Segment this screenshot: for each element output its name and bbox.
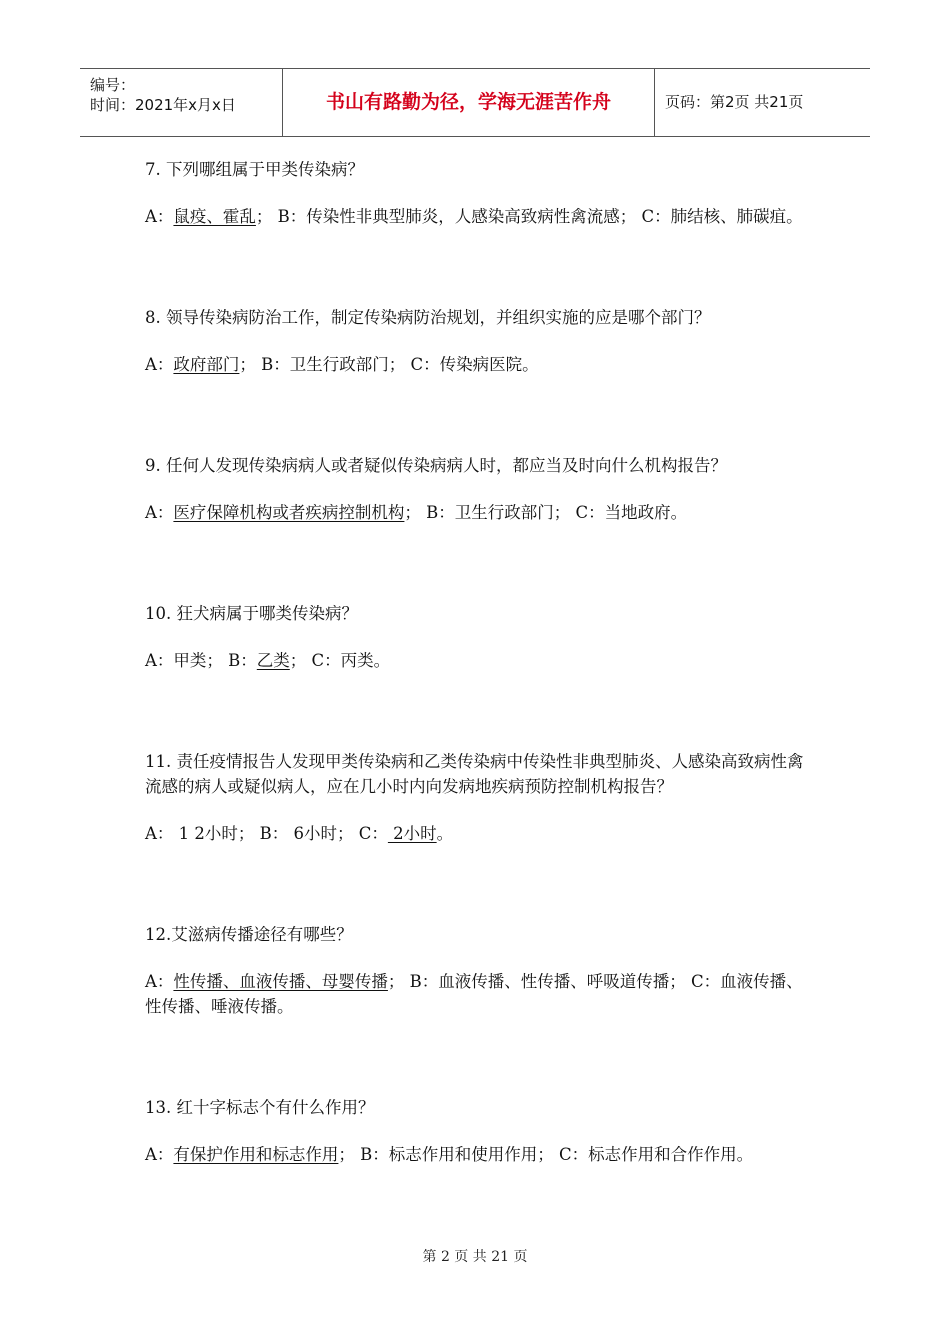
question-text: 9. 任何人发现传染病病人或者疑似传染病病人时，都应当及时向什么机构报告？: [145, 456, 727, 475]
question-options: [145, 1142, 805, 1167]
options-suffix: ； B：卫生行政部门； C：传染病医院。: [239, 355, 539, 374]
header-motto: 书山有路勤为径，学海无涯苦作舟: [282, 69, 655, 136]
options-suffix: ； B：传染性非典型肺炎，人感染高致病性禽流感； C：肺结核、肺碳疽。: [255, 207, 803, 226]
question-block-11: [145, 749, 805, 846]
options-suffix: ； B：血液传播、性传播、呼吸道传播； C：血液传播、性传播、唾液传播。: [145, 972, 803, 1016]
answer-underlined: 医疗保障机构或者疾病控制机构: [173, 503, 405, 522]
header-meta: [80, 69, 282, 136]
question-text: 12.艾滋病传播途径有哪些？: [145, 925, 353, 944]
answer-underlined: 鼠疫、霍乱: [173, 207, 256, 226]
answer-underlined: 2小时: [387, 824, 437, 843]
options-suffix: ； C：丙类。: [289, 651, 391, 670]
options-prefix: A：: [145, 503, 174, 522]
question-block-12: [145, 922, 805, 1019]
options-prefix: A： 1 2小时； B： 6小时； C：: [145, 824, 388, 843]
options-prefix: A：: [145, 355, 174, 374]
options-prefix: A：甲类； B：: [145, 651, 257, 670]
question-block-10: [145, 601, 805, 673]
question-options: [145, 352, 805, 377]
question-block-8: [145, 305, 805, 377]
header-page-info: 页码：第2页 共21页: [665, 93, 804, 111]
question-block-9: [145, 453, 805, 525]
question-text: 8. 领导传染病防治工作，制定传染病防治规划，并组织实施的应是哪个部门？: [145, 308, 711, 327]
question-options: [145, 969, 805, 1019]
answer-underlined: 有保护作用和标志作用: [173, 1145, 339, 1164]
question-options: [145, 821, 805, 846]
answer-underlined: 乙类: [256, 651, 290, 670]
answer-underlined: 政府部门: [173, 355, 240, 374]
question-options: [145, 648, 805, 673]
question-text: 13. 红十字标志个有什么作用？: [145, 1098, 375, 1117]
options-prefix: A：: [145, 1145, 174, 1164]
header-date-label: 时间：2021年x月x日: [90, 96, 236, 114]
page-footer: 第 2 页 共 21 页: [422, 1249, 528, 1265]
question-text: 10. 狂犬病属于哪类传染病？: [145, 604, 358, 623]
options-suffix: 。: [436, 824, 454, 843]
question-text: 7. 下列哪组属于甲类传染病？: [145, 160, 364, 179]
question-options: [145, 204, 805, 229]
options-prefix: A：: [145, 972, 174, 991]
answer-underlined: 性传播、血液传播、母婴传播: [173, 972, 388, 991]
header-number-label: 编号：: [90, 76, 136, 94]
options-suffix: ； B：卫生行政部门； C：当地政府。: [404, 503, 688, 522]
question-block-13: [145, 1095, 805, 1167]
options-suffix: ； B：标志作用和使用作用； C：标志作用和合作作用。: [338, 1145, 754, 1164]
question-block-7: [145, 157, 805, 229]
question-list: [145, 157, 805, 1167]
question-options: [145, 500, 805, 525]
page-header: [80, 68, 870, 137]
question-text: 11. 责任疫情报告人发现甲类传染病和乙类传染病中传染性非典型肺炎、人感染高致病性禽流感的病人或疑似病人，应在几小时内向发病地疾病预防控制机构报告？: [145, 752, 804, 796]
options-prefix: A：: [145, 207, 174, 226]
